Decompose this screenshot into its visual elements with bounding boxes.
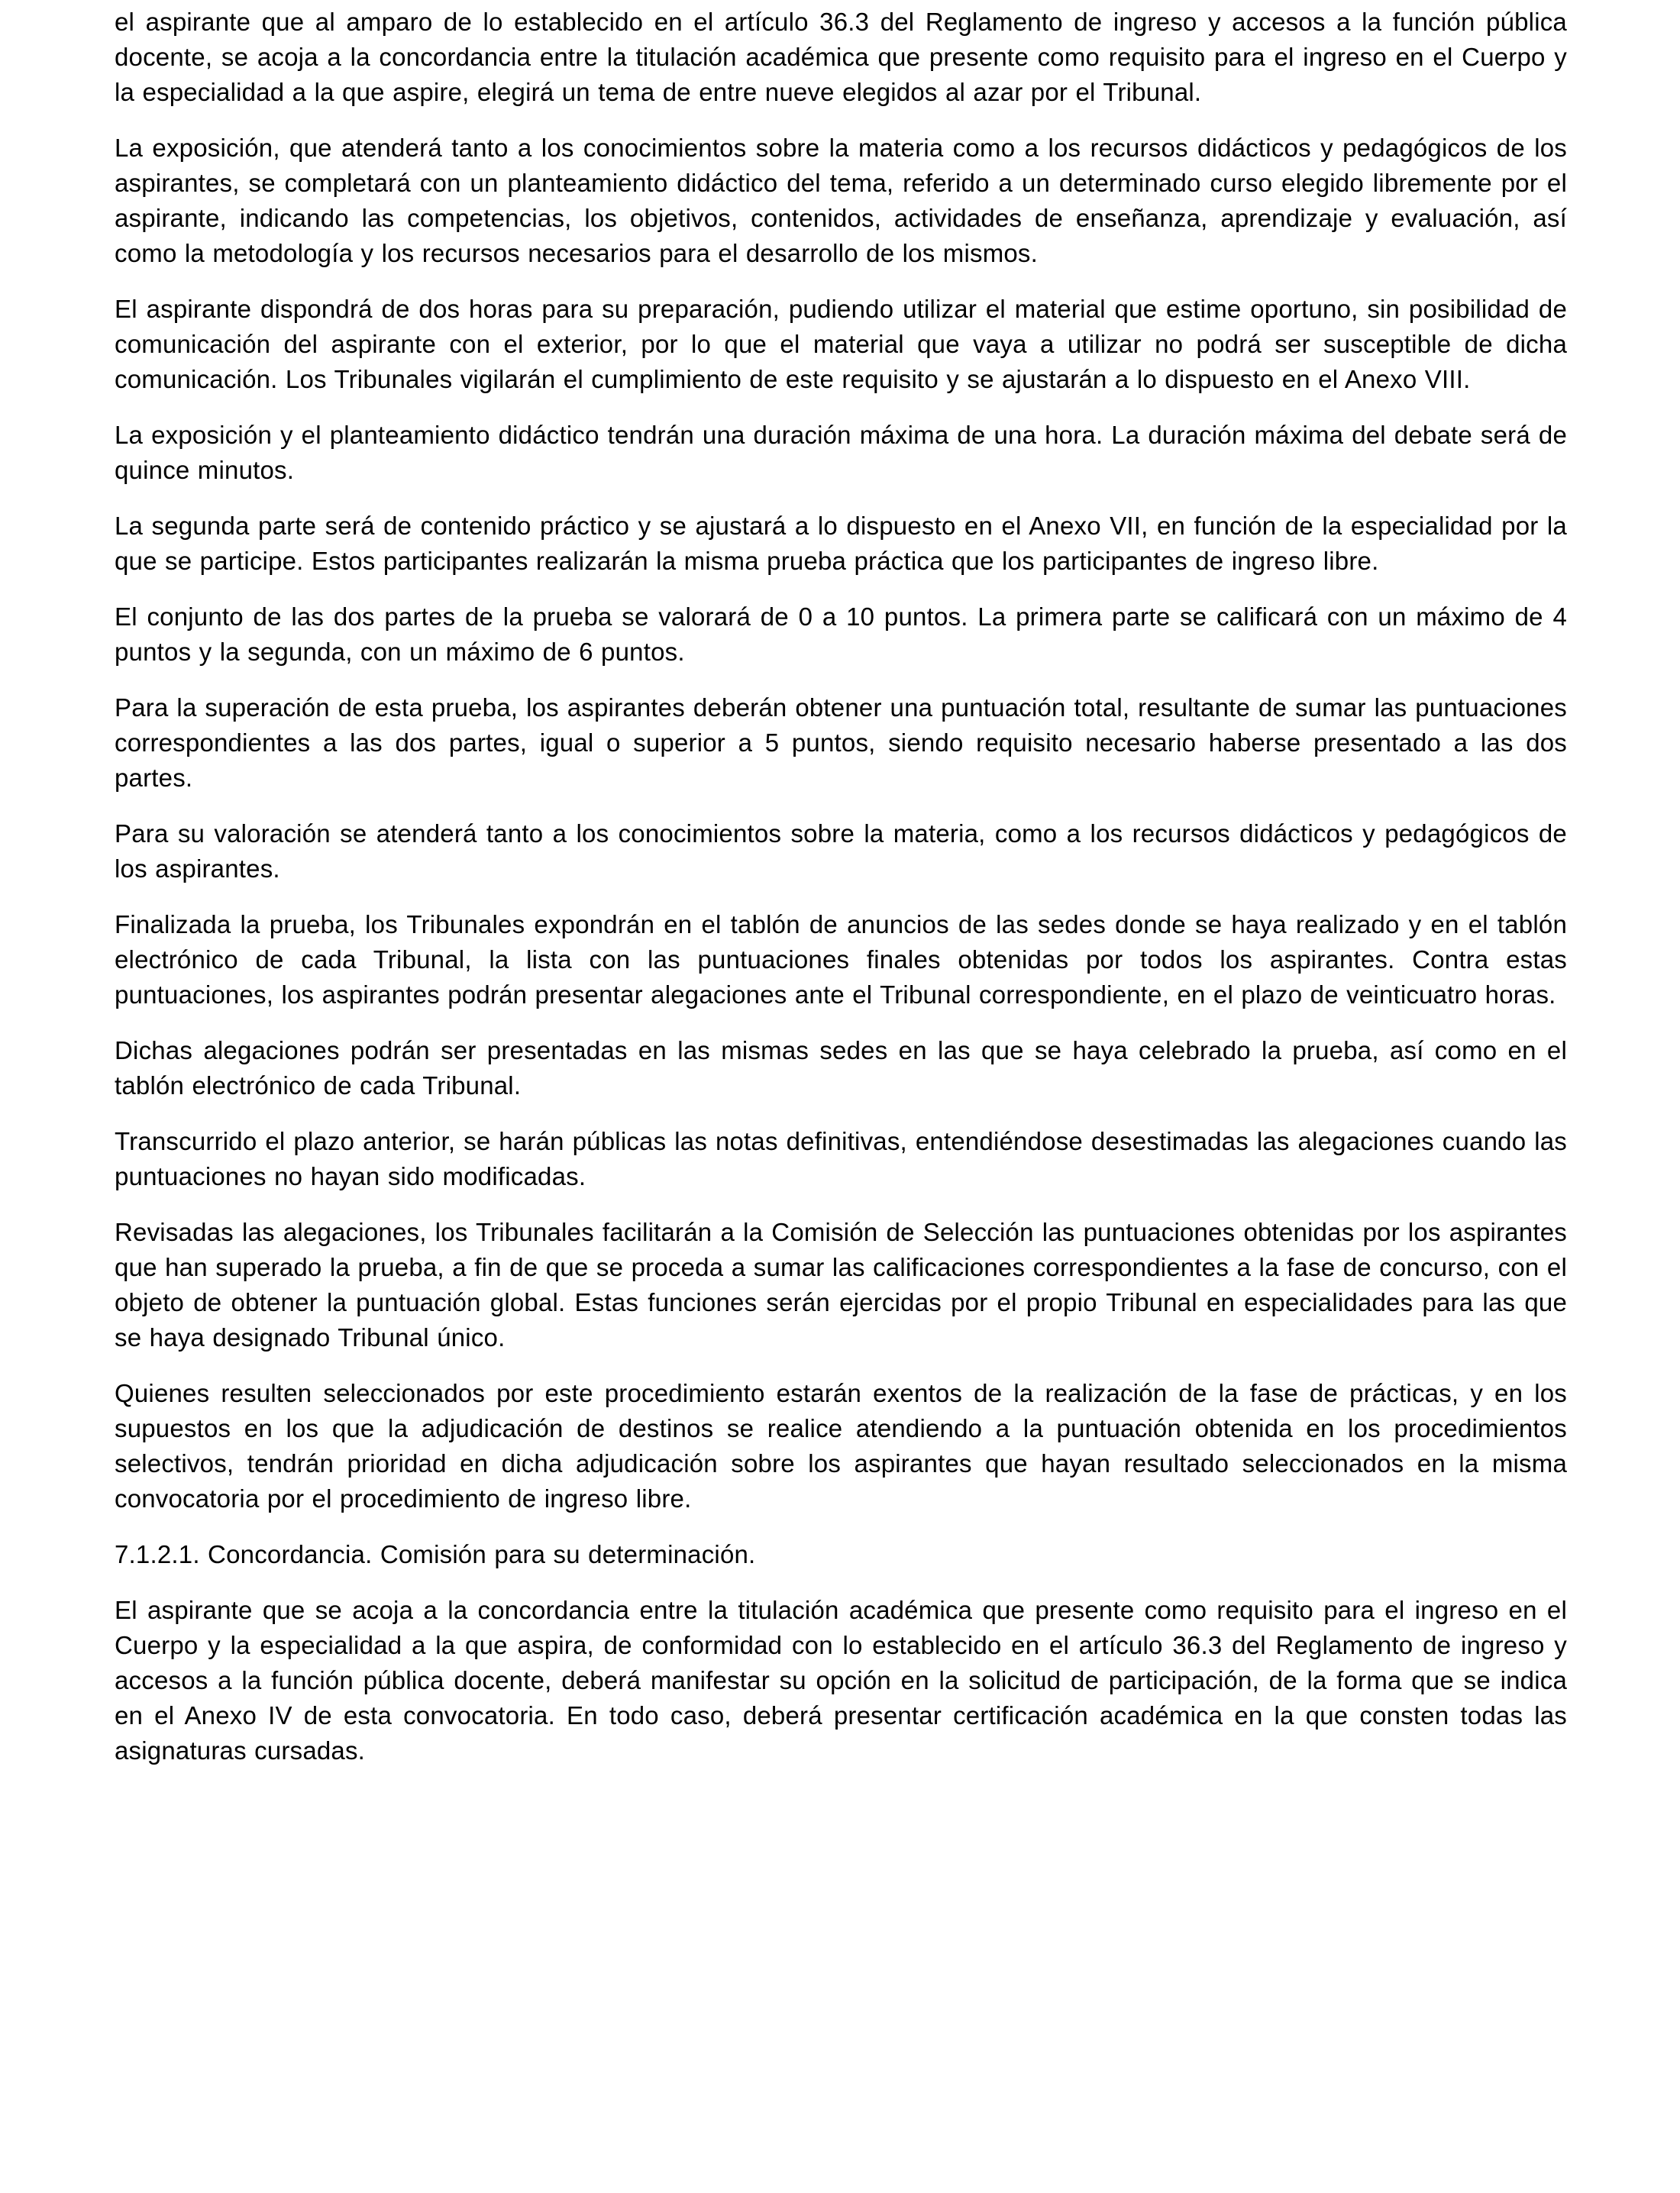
section-heading: 7.1.2.1. Concordancia. Comisión para su determinación. xyxy=(115,1540,756,1568)
paragraph: Dichas alegaciones podrán ser presentadas en las mismas sedes en las que se haya celebrado la prueba, así como en el tablón electrónico de cada Tribunal. xyxy=(115,1036,1567,1100)
paragraph: el aspirante que al amparo de lo establecido en el artículo 36.3 del Reglamento de ingreso y accesos a la función pública docente, se acoja a la concordancia entre la titulación académica que presente como requisito para el ingreso en el Cuerpo y la especialidad a la que aspire, elegirá un tema de entre nueve elegidos al azar por el Tribunal. xyxy=(115,8,1567,106)
paragraph: Revisadas las alegaciones, los Tribunales facilitarán a la Comisión de Selección las puntuaciones obtenidas por los aspirantes que han superado la prueba, a fin de que se proceda a sumar las calificaciones correspondientes a la fase de concurso, con el objeto de obtener la puntuación global. Estas funciones serán ejercidas por el propio Tribunal en especialidades para las que se haya designado Tribunal único. xyxy=(115,1218,1567,1352)
paragraph: El aspirante dispondrá de dos horas para su preparación, pudiendo utilizar el material que estime oportuno, sin posibilidad de comunicación del aspirante con el exterior, por lo que el material que vaya a utilizar no podrá ser susceptible de dicha comunicación. Los Tribunales vigilarán el cumplimiento de este requisito y se ajustarán a lo dispuesto en el Anexo VIII. xyxy=(115,295,1567,393)
paragraph: Quienes resulten seleccionados por este procedimiento estarán exentos de la realización de la fase de prácticas, y en los supuestos en los que la adjudicación de destinos se realice atendiendo a la puntuación obtenida en los procedimientos selectivos, tendrán prioridad en dicha adjudicación sobre los aspirantes que hayan resultado seleccionados en la misma convocatoria por el procedimiento de ingreso libre. xyxy=(115,1379,1567,1513)
paragraph: La exposición y el planteamiento didáctico tendrán una duración máxima de una hora. La duración máxima del debate será de quince minutos. xyxy=(115,421,1567,484)
paragraph: El aspirante que se acoja a la concordancia entre la titulación académica que presente como requisito para el ingreso en el Cuerpo y la especialidad a la que aspira, de conformidad con lo establecido en el artículo 36.3 del Reglamento de ingreso y accesos a la función pública docente, deberá manifestar su opción en la solicitud de participación, de la forma que se indica en el Anexo IV de esta convocatoria. En todo caso, deberá presentar certificación académica en la que consten todas las asignaturas cursadas. xyxy=(115,1596,1567,1765)
paragraph: Transcurrido el plazo anterior, se harán públicas las notas definitivas, entendiéndose desestimadas las alegaciones cuando las puntuaciones no hayan sido modificadas. xyxy=(115,1127,1567,1190)
document-body xyxy=(115,5,1567,1768)
paragraph: El conjunto de las dos partes de la prueba se valorará de 0 a 10 puntos. La primera parte se calificará con un máximo de 4 puntos y la segunda, con un máximo de 6 puntos. xyxy=(115,602,1567,666)
paragraph: La segunda parte será de contenido práctico y se ajustará a lo dispuesto en el Anexo VII, en función de la especialidad por la que se participe. Estos participantes realizarán la misma prueba práctica que los participantes de ingreso libre. xyxy=(115,512,1567,575)
paragraph: Finalizada la prueba, los Tribunales expondrán en el tablón de anuncios de las sedes donde se haya realizado y en el tablón electrónico de cada Tribunal, la lista con las puntuaciones finales obtenidas por todos los aspirantes. Contra estas puntuaciones, los aspirantes podrán presentar alegaciones ante el Tribunal correspondiente, en el plazo de veinticuatro horas. xyxy=(115,910,1567,1009)
paragraph: La exposición, que atenderá tanto a los conocimientos sobre la materia como a los recursos didácticos y pedagógicos de los aspirantes, se completará con un planteamiento didáctico del tema, referido a un determinado curso elegido libremente por el aspirante, indicando las competencias, los objetivos, contenidos, actividades de enseñanza, aprendizaje y evaluación, así como la metodología y los recursos necesarios para el desarrollo de los mismos. xyxy=(115,134,1567,267)
paragraph: Para su valoración se atenderá tanto a los conocimientos sobre la materia, como a los recursos didácticos y pedagógicos de los aspirantes. xyxy=(115,819,1567,883)
paragraph: Para la superación de esta prueba, los aspirantes deberán obtener una puntuación total, resultante de sumar las puntuaciones correspondientes a las dos partes, igual o superior a 5 puntos, siendo requisito necesario haberse presentado a las dos partes. xyxy=(115,693,1567,792)
